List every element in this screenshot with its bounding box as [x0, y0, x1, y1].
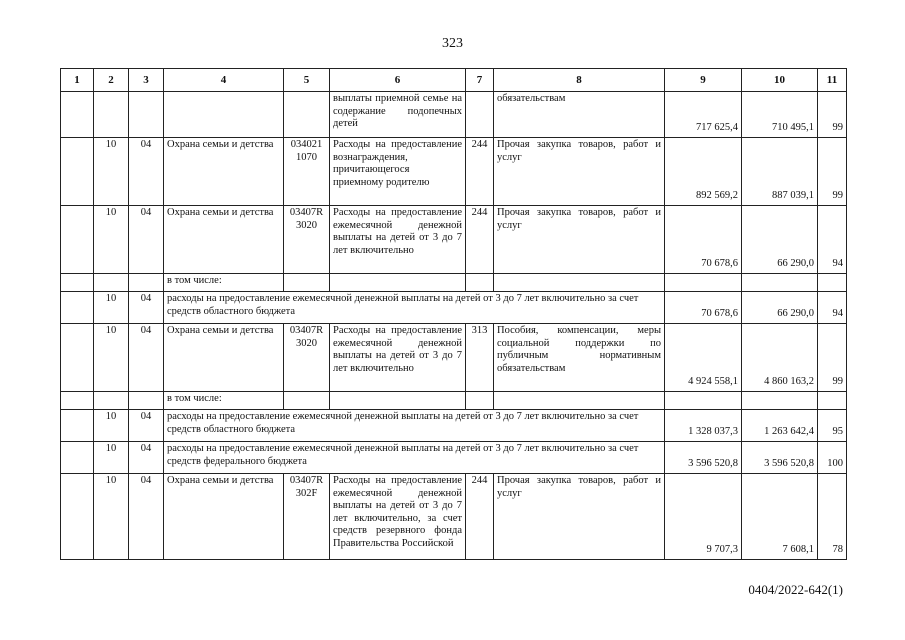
- column-header: 11: [818, 69, 847, 92]
- including-label: в том числе:: [164, 274, 284, 292]
- column-header: 6: [330, 69, 466, 92]
- subsection-code: 04: [129, 206, 164, 274]
- planned-amount: 717 625,4: [665, 92, 742, 138]
- section-name: Охрана семьи и детства: [164, 206, 284, 274]
- page-number: 323: [442, 36, 463, 51]
- percent-executed: 95: [818, 410, 847, 442]
- planned-amount: 4 924 558,1: [665, 324, 742, 392]
- expense-description: Расходы на предоставление вознаграждения, причитающегося приемному родителю: [330, 138, 466, 206]
- table-row: [61, 324, 847, 392]
- planned-amount: 1 328 037,3: [665, 410, 742, 442]
- actual-amount: 887 039,1: [742, 138, 818, 206]
- expense-description: выплаты приемной семье на содержание подопечных детей: [330, 92, 466, 138]
- table-row: [61, 292, 847, 324]
- budget-table: [60, 68, 847, 560]
- expense-kind-code: 244: [466, 206, 494, 274]
- column-header: 7: [466, 69, 494, 92]
- subitem-description: расходы на предоставление ежемесячной денежной выплаты на детей от 3 до 7 лет включительно за счет средств областного бюджета: [164, 292, 665, 324]
- actual-amount: 710 495,1: [742, 92, 818, 138]
- table-row: [61, 410, 847, 442]
- target-code: 03407R 3020: [284, 206, 330, 274]
- header-row: [61, 69, 847, 92]
- subitem-description: расходы на предоставление ежемесячной денежной выплаты на детей от 3 до 7 лет включительно за счет средств федерального бюджета: [164, 442, 665, 474]
- table-row: [61, 474, 847, 560]
- expense-kind-code: 244: [466, 474, 494, 560]
- planned-amount: 70 678,6: [665, 206, 742, 274]
- actual-amount: 4 860 163,2: [742, 324, 818, 392]
- including-label: в том числе:: [164, 392, 284, 410]
- table-row: [61, 206, 847, 274]
- planned-amount: 892 569,2: [665, 138, 742, 206]
- section-code: 10: [94, 410, 129, 442]
- table-row: [61, 392, 847, 410]
- section-name: Охрана семьи и детства: [164, 474, 284, 560]
- expense-type: Прочая закупка товаров, работ и услуг: [494, 474, 665, 560]
- expense-type: Пособия, компенсации, меры социальной поддержки по публичным нормативным обязательствам: [494, 324, 665, 392]
- planned-amount: 70 678,6: [665, 292, 742, 324]
- expense-description: Расходы на предоставление ежемесячной денежной выплаты на детей от 3 до 7 лет включительно: [330, 206, 466, 274]
- column-header: 1: [61, 69, 94, 92]
- section-code: 10: [94, 324, 129, 392]
- subitem-description: расходы на предоставление ежемесячной денежной выплаты на детей от 3 до 7 лет включительно за счет средств областного бюджета: [164, 410, 665, 442]
- actual-amount: 3 596 520,8: [742, 442, 818, 474]
- expense-kind-code: 244: [466, 138, 494, 206]
- section-code: 10: [94, 442, 129, 474]
- column-header: 5: [284, 69, 330, 92]
- section-name: Охрана семьи и детства: [164, 324, 284, 392]
- table-row: [61, 92, 847, 138]
- table-row: [61, 138, 847, 206]
- planned-amount: 9 707,3: [665, 474, 742, 560]
- planned-amount: 3 596 520,8: [665, 442, 742, 474]
- document-code: 0404/2022-642(1): [748, 582, 843, 597]
- expense-description: Расходы на предоставление ежемесячной денежной выплаты на детей от 3 до 7 лет включительно: [330, 324, 466, 392]
- expense-kind-code: 313: [466, 324, 494, 392]
- expense-type: Прочая закупка товаров, работ и услуг: [494, 206, 665, 274]
- target-code: 034021 1070: [284, 138, 330, 206]
- expense-type: обязательствам: [494, 92, 665, 138]
- actual-amount: 1 263 642,4: [742, 410, 818, 442]
- subsection-code: 04: [129, 324, 164, 392]
- percent-executed: 78: [818, 474, 847, 560]
- column-header: 9: [665, 69, 742, 92]
- column-header: 4: [164, 69, 284, 92]
- actual-amount: 7 608,1: [742, 474, 818, 560]
- table-row: [61, 442, 847, 474]
- subsection-code: 04: [129, 292, 164, 324]
- percent-executed: 99: [818, 92, 847, 138]
- column-header: 3: [129, 69, 164, 92]
- percent-executed: 100: [818, 442, 847, 474]
- column-header: 2: [94, 69, 129, 92]
- subsection-code: 04: [129, 138, 164, 206]
- section-code: 10: [94, 206, 129, 274]
- table-row: [61, 274, 847, 292]
- section-name: Охрана семьи и детства: [164, 138, 284, 206]
- expense-type: Прочая закупка товаров, работ и услуг: [494, 138, 665, 206]
- target-code: 03407R 3020: [284, 324, 330, 392]
- actual-amount: 66 290,0: [742, 206, 818, 274]
- section-code: 10: [94, 474, 129, 560]
- section-code: 10: [94, 138, 129, 206]
- percent-executed: 99: [818, 324, 847, 392]
- actual-amount: 66 290,0: [742, 292, 818, 324]
- expense-description: Расходы на предоставление ежемесячной денежной выплаты на детей от 3 до 7 лет включительно, за счет средств резервного фонда Правительства Российской: [330, 474, 466, 560]
- percent-executed: 94: [818, 206, 847, 274]
- subsection-code: 04: [129, 410, 164, 442]
- section-code: 10: [94, 292, 129, 324]
- percent-executed: 94: [818, 292, 847, 324]
- subsection-code: 04: [129, 474, 164, 560]
- percent-executed: 99: [818, 138, 847, 206]
- column-header: 10: [742, 69, 818, 92]
- target-code: 03407R 302F: [284, 474, 330, 560]
- column-header: 8: [494, 69, 665, 92]
- subsection-code: 04: [129, 442, 164, 474]
